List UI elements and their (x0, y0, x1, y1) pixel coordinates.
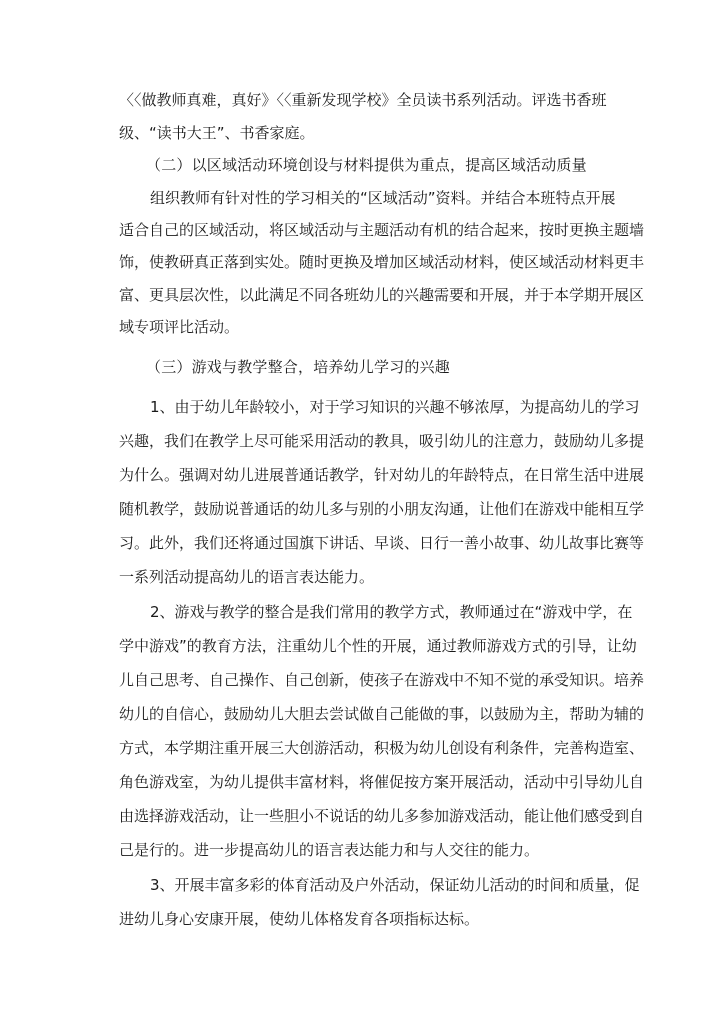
paragraph-area-line-2: 适合自己的区域活动，将区域活动与主题活动有机的结合起来，按时更换主题墙 (119, 221, 645, 239)
paragraph-area-line-3: 饰，使教研真正落到实处。随时更换及增加区域活动材料，使区域活动材料更丰 (119, 253, 645, 271)
item-1-line-1: 1、由于幼儿年龄较小，对于学习知识的兴趣不够浓厚，为提高幼儿的学习 (150, 398, 640, 416)
section-heading-3: （三）游戏与教学整合，培养幼儿学习的兴趣 (146, 358, 451, 376)
paragraph-area-line-1: 组织教师有针对性的学习相关的“区域活动”资料。并结合本班特点开展 (150, 189, 616, 207)
item-2-line-3: 儿自己思考、自己操作、自己创新，使孩子在游戏中不知不觉的承受知识。培养 (119, 671, 645, 689)
item-2-line-5: 方式，本学期注重开展三大创游活动，积极为幼儿创设有利条件，完善构造室、 (119, 739, 645, 757)
paragraph-area-line-5: 域专项评比活动。 (119, 318, 240, 336)
item-3-line-1: 3、开展丰富多彩的体育活动及户外活动，保证幼儿活动的时间和质量，促 (150, 876, 640, 894)
item-1-line-6: 一系列活动提高幼儿的语言表达能力。 (119, 568, 375, 586)
item-2-line-6: 角色游戏室，为幼儿提供丰富材料，将催促按方案开展活动，活动中引导幼儿自 (119, 773, 645, 791)
item-2-line-8: 己是行的。进一步提高幼儿的语言表达能力和与人交往的能力。 (119, 841, 540, 859)
item-2-line-2: 学中游戏”的教育方法，注重幼儿个性的开展，通过教师游戏方式的引导，让幼 (119, 637, 637, 655)
item-1-line-4: 随机教学，鼓励说普通话的幼儿多与别的小朋友沟通，让他们在游戏中能相互学 (119, 500, 645, 518)
item-3-line-2: 进幼儿身心安康开展，使幼儿体格发育各项指标达标。 (119, 910, 480, 928)
item-2-line-1: 2、游戏与教学的整合是我们常用的教学方式，教师通过在“游戏中学，在 (150, 603, 633, 621)
item-1-line-2: 兴趣，我们在教学上尽可能采用活动的教具，吸引幼儿的注意力，鼓励幼儿多提 (119, 432, 645, 450)
paragraph-reading-line-1: 〈〈做教师真难，真好》〈〈重新发现学校》全员读书系列活动。评选书香班 (119, 91, 607, 109)
item-1-line-5: 习。此外，我们还将通过国旗下讲话、早谈、日行一善小故事、幼儿故事比赛等 (119, 534, 645, 552)
section-heading-2: （二）以区域活动环境创设与材料提供为重点，提高区域活动质量 (146, 156, 587, 174)
paragraph-area-line-4: 富、更具层次性，以此满足不同各班幼儿的兴趣需要和开展，并于本学期开展区 (119, 286, 645, 304)
item-1-line-3: 为什么。强调对幼儿进展普通话教学，针对幼儿的年龄特点，在日常生活中进展 (119, 466, 645, 484)
paragraph-reading-line-2: 级、“读书大王”、书香家庭。 (119, 124, 315, 142)
item-2-line-7: 由选择游戏活动，让一些胆小不说话的幼儿多参加游戏活动，能让他们感受到自 (119, 807, 645, 825)
item-2-line-4: 幼儿的自信心，鼓励幼儿大胆去尝试做自己能做的事，以鼓励为主，帮助为辅的 (119, 705, 645, 723)
